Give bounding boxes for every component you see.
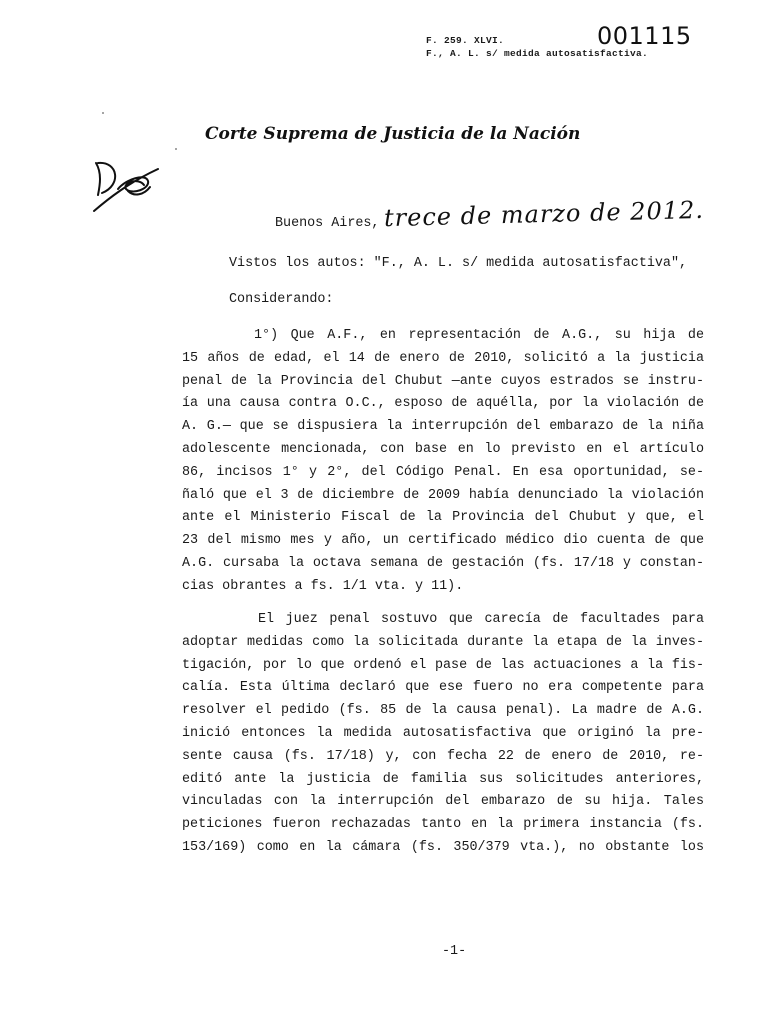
scan-speck [175, 148, 177, 150]
initials-signature [88, 155, 168, 215]
paragraph-line: adolescente mencionada, con base en lo previsto en el artículo [182, 441, 704, 457]
paragraph-line: ñaló que el 3 de diciembre de 2009 había denunciado la violación [182, 487, 704, 503]
paragraph-line: peticiones fueron rechazadas tanto en la primera instancia (fs. [182, 817, 704, 833]
scan-speck [102, 112, 104, 114]
paragraph-line: 86, incisos 1° y 2°, del Código Penal. En esa oportunidad, se- [182, 464, 704, 480]
paragraph-line: sente causa (fs. 17/18) y, con fecha 22 de enero de 2010, re- [182, 748, 704, 764]
page-number: -1- [442, 944, 467, 959]
paragraph-line: cias obrantes a fs. 1/1 vta. y 11). [182, 578, 464, 594]
paragraph-1 [182, 325, 704, 599]
paragraph-line: tigación, por lo que ordenó el pase de las actuaciones a la fis- [182, 657, 704, 673]
place-label: Buenos Aires, [275, 216, 380, 231]
paragraph-line: vinculadas con la interrupción del embarazo de su hija. Tales [182, 794, 704, 810]
court-letterhead: Corte Suprema de Justicia de la Nación [205, 124, 581, 144]
paragraph-line: adoptar medidas como la solicitada durante la etapa de la inves- [182, 634, 704, 650]
vistos-line: Vistos los autos: "F., A. L. s/ medida autosatisfactiva", [229, 256, 688, 271]
paragraph-line: 15 años de edad, el 14 de enero de 2010, solicitó a la justicia [182, 350, 704, 366]
paragraph-line: El juez penal sostuvo que carecía de facultades para [258, 612, 704, 627]
paragraph-line: ante el Ministerio Fiscal de la Provincia del Chubut y que, el [182, 510, 704, 526]
paragraph-line: penal de la Provincia del Chubut —ante cuyos estrados se instru- [182, 373, 704, 389]
paragraph-line: 1°) Que A.F., en representación de A.G., su hija de [254, 328, 704, 343]
folio-number: 001115 [597, 22, 692, 50]
paragraph-line: 23 del mismo mes y año, un certificado médico dio cuenta de que [182, 533, 704, 549]
case-number: F. 259. XLVI. [426, 35, 505, 46]
paragraph-line: A. G.— que se dispusiera la interrupción del embarazo de la niña [182, 419, 704, 435]
paragraph-2 [182, 609, 704, 860]
handwritten-date: trece de marzo de 2012. [383, 195, 705, 233]
paragraph-line: editó ante la justicia de familia sus solicitudes anteriores, [182, 771, 704, 787]
paragraph-line: resolver el pedido (fs. 85 de la causa penal). La madre de A.G. [182, 703, 704, 719]
considerando-heading: Considerando: [229, 292, 334, 307]
paragraph-line: inició entonces la medida autosatisfactiva que originó la pre- [182, 725, 704, 741]
case-caption: F., A. L. s/ medida autosatisfactiva. [426, 48, 649, 59]
paragraph-line: A.G. cursaba la octava semana de gestación (fs. 17/18 y constan- [182, 555, 704, 571]
paragraph-line: ía una causa contra O.C., esposo de aquélla, por la violación de [182, 396, 704, 412]
paragraph-line: 153/169) como en la cámara (fs. 350/379 vta.), no obstante los [182, 839, 704, 855]
paragraph-line: calía. Esta última declaró que ese fuero no era competente para [182, 680, 704, 696]
